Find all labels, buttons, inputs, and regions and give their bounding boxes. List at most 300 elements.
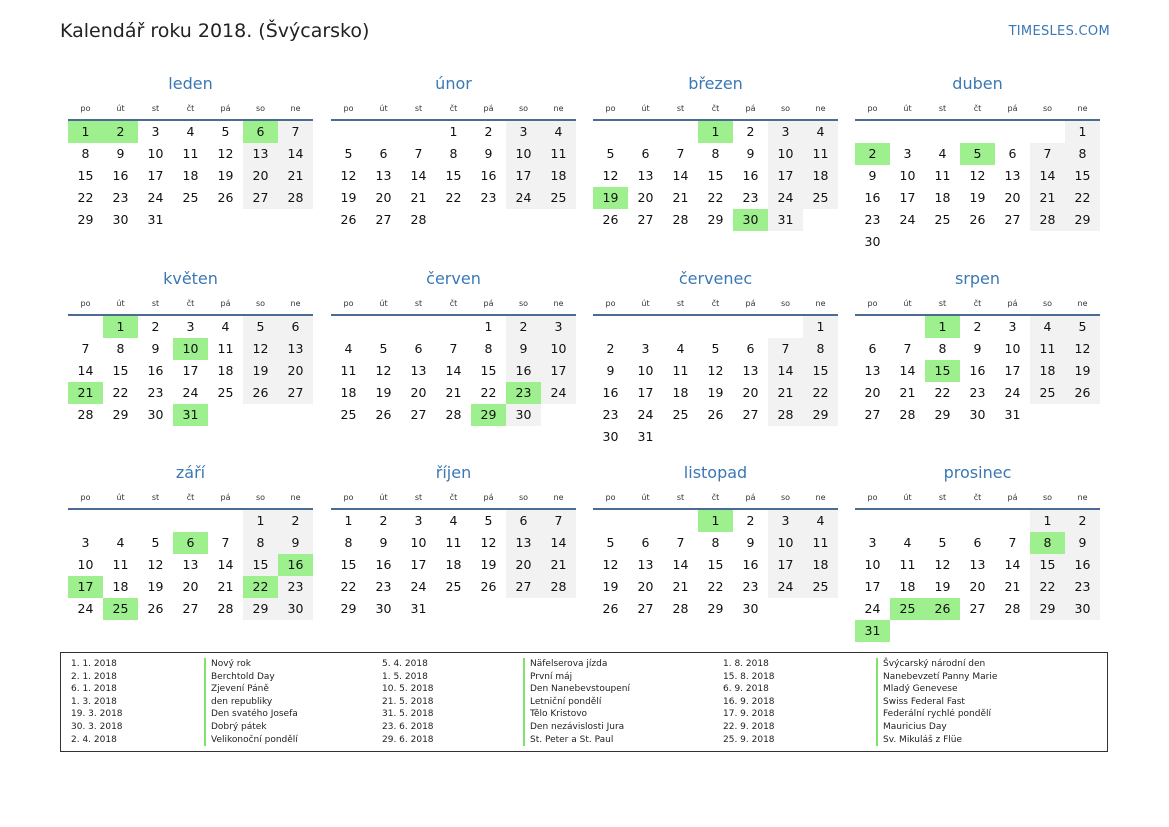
empty-cell (925, 121, 960, 143)
week-row (331, 143, 576, 165)
weekday-label: út (641, 104, 650, 113)
day-cell: 13 (742, 363, 759, 378)
week-row (68, 404, 313, 426)
day-cell: 24 (182, 385, 199, 400)
weekday-label: út (379, 299, 388, 308)
holiday-name: Velikonoční pondělí (211, 734, 298, 745)
holiday-date: 25. 9. 2018 (723, 734, 775, 745)
day-cell: 18 (112, 579, 129, 594)
day-cell: 4 (938, 146, 947, 161)
day-cell: 24 (506, 187, 541, 209)
week-row (855, 404, 1100, 426)
day-cell: 26 (480, 579, 497, 594)
day-cell: 19 (243, 360, 278, 382)
day-cell: 15 (803, 360, 838, 382)
empty-cell (733, 426, 768, 448)
month-říjen (331, 462, 576, 620)
weekday-label: ne (290, 299, 301, 308)
week-row (593, 209, 838, 231)
day-cell: 3 (151, 124, 160, 139)
day-cell: 12 (1065, 338, 1100, 360)
empty-cell (173, 209, 208, 231)
week-row (68, 209, 313, 231)
day-cell: 25 (803, 187, 838, 209)
week-row (331, 360, 576, 382)
week-row (593, 143, 838, 165)
day-cell: 30 (1065, 598, 1100, 620)
day-cell: 22 (707, 190, 724, 205)
day-cell: 12 (375, 363, 392, 378)
weekday-label: pá (745, 299, 756, 308)
empty-cell (471, 209, 506, 231)
day-cell: 5 (484, 513, 493, 528)
day-cell: 28 (1004, 601, 1021, 616)
holiday-date: 22. 9. 2018 (723, 721, 775, 732)
weekday-label: út (903, 104, 912, 113)
day-cell: 4 (449, 513, 458, 528)
day-cell: 14 (1030, 165, 1065, 187)
day-cell: 26 (243, 382, 278, 404)
day-cell: 13 (969, 557, 986, 572)
empty-cell (1030, 121, 1065, 143)
day-cell: 10 (768, 143, 803, 165)
week-row (855, 187, 1100, 209)
day-cell: 3 (903, 146, 912, 161)
day-cell: 23 (147, 385, 164, 400)
weekday-header (593, 294, 838, 316)
day-cell: 21 (217, 579, 234, 594)
week-row (855, 532, 1100, 554)
day-cell: 13 (278, 338, 313, 360)
weekday-label: pá (220, 299, 231, 308)
week-row (593, 554, 838, 576)
empty-cell (855, 121, 890, 143)
week-row (331, 510, 576, 532)
holiday-name: Den svatého Josefa (211, 709, 298, 720)
day-cell: 20 (410, 385, 427, 400)
week-row (331, 404, 576, 426)
holiday-date: 6. 1. 2018 (71, 684, 117, 695)
day-cell: 6 (868, 341, 877, 356)
day-cell: 2 (973, 319, 982, 334)
day-cell: 7 (221, 535, 230, 550)
day-cell: 28 (410, 212, 427, 227)
day-cell: 4 (344, 341, 353, 356)
week-row (68, 316, 313, 338)
day-cell: 9 (973, 341, 982, 356)
day-cell: 7 (1008, 535, 1017, 550)
day-cell: 14 (217, 557, 234, 572)
day-cell: 5 (243, 316, 278, 338)
day-cell: 3 (641, 341, 650, 356)
day-grid (68, 316, 313, 426)
holiday-day-cell: 21 (68, 382, 103, 404)
empty-cell (960, 620, 995, 642)
day-cell: 2 (606, 341, 615, 356)
empty-cell (628, 316, 663, 338)
holiday-name: Nový rok (211, 659, 251, 669)
holiday-date: 2. 4. 2018 (71, 734, 117, 745)
weekday-label: po (80, 104, 91, 113)
day-cell: 28 (77, 407, 94, 422)
holiday-name: Swiss Federal Fast (883, 696, 965, 707)
empty-cell (593, 510, 628, 532)
day-cell: 18 (217, 363, 234, 378)
day-cell: 15 (340, 557, 357, 572)
day-cell: 27 (1004, 212, 1021, 227)
holiday-date: 6. 9. 2018 (723, 684, 769, 695)
day-cell: 27 (410, 407, 427, 422)
day-cell: 14 (768, 360, 803, 382)
weekday-label: so (1042, 493, 1053, 502)
day-cell: 12 (340, 168, 357, 183)
weekday-label: st (938, 104, 947, 113)
day-cell: 29 (77, 212, 94, 227)
month-listopad (593, 462, 838, 620)
weekday-label: ne (553, 493, 564, 502)
month-únor (331, 73, 576, 231)
day-cell: 17 (506, 165, 541, 187)
empty-cell (401, 316, 436, 338)
day-cell: 16 (480, 168, 497, 183)
day-cell: 23 (742, 190, 759, 205)
day-cell: 19 (1065, 360, 1100, 382)
day-cell: 28 (768, 404, 803, 426)
weekday-label: ne (290, 104, 301, 113)
month-name: březen (688, 74, 743, 93)
month-prosinec (855, 462, 1100, 642)
week-row (593, 165, 838, 187)
day-cell: 24 (768, 187, 803, 209)
weekday-header (68, 294, 313, 316)
week-row (593, 576, 838, 598)
empty-cell (890, 510, 925, 532)
weekday-label: čt (186, 299, 195, 308)
empty-cell (366, 316, 401, 338)
day-cell: 4 (541, 121, 576, 143)
day-cell: 9 (506, 338, 541, 360)
day-cell: 1 (1065, 121, 1100, 143)
day-cell: 14 (672, 557, 689, 572)
day-cell: 18 (803, 554, 838, 576)
day-cell: 13 (637, 168, 654, 183)
weekday-label: st (676, 104, 685, 113)
weekday-header (593, 99, 838, 121)
day-cell: 18 (1030, 360, 1065, 382)
day-cell: 14 (899, 363, 916, 378)
day-cell: 27 (243, 187, 278, 209)
holiday-name: Den Nanebevstoupení (530, 684, 630, 695)
day-cell: 23 (112, 190, 129, 205)
day-cell: 29 (112, 407, 129, 422)
weekday-label: so (780, 299, 791, 308)
week-row (593, 404, 838, 426)
month-červen (331, 268, 576, 426)
empty-cell (243, 209, 278, 231)
empty-cell (995, 231, 1030, 253)
week-row (855, 338, 1100, 360)
day-cell: 27 (375, 212, 392, 227)
weekday-label: pá (483, 493, 494, 502)
day-grid (855, 316, 1100, 426)
day-cell: 27 (182, 601, 199, 616)
day-cell: 17 (768, 165, 803, 187)
day-cell: 5 (151, 535, 160, 550)
weekday-label: čt (186, 104, 195, 113)
weekday-label: út (116, 493, 125, 502)
holiday-day-cell: 23 (506, 382, 541, 404)
weekday-label: po (867, 493, 878, 502)
day-cell: 22 (803, 382, 838, 404)
day-cell: 3 (868, 535, 877, 550)
day-cell: 19 (340, 190, 357, 205)
month-name: září (175, 463, 206, 482)
day-cell: 6 (414, 341, 423, 356)
weekday-label: st (676, 299, 685, 308)
day-cell: 10 (77, 557, 94, 572)
day-cell: 4 (116, 535, 125, 550)
holiday-name: Näfelserova jízda (530, 659, 608, 669)
day-cell: 8 (711, 535, 720, 550)
weekday-label: po (80, 299, 91, 308)
week-row (331, 209, 576, 231)
weekday-label: ne (815, 493, 826, 502)
week-row (68, 510, 313, 532)
empty-cell (768, 316, 803, 338)
day-cell: 2 (484, 124, 493, 139)
day-cell: 14 (672, 168, 689, 183)
day-cell: 3 (768, 121, 803, 143)
day-cell: 21 (410, 190, 427, 205)
day-cell: 28 (217, 601, 234, 616)
holiday-day-cell: 19 (593, 187, 628, 209)
holiday-date: 19. 3. 2018 (71, 709, 123, 720)
week-row (855, 165, 1100, 187)
weekday-label: út (116, 299, 125, 308)
day-cell: 12 (480, 535, 497, 550)
day-cell: 10 (147, 146, 164, 161)
day-cell: 13 (182, 557, 199, 572)
week-row (855, 316, 1100, 338)
day-cell: 4 (803, 510, 838, 532)
weekday-label: so (255, 299, 266, 308)
day-cell: 23 (480, 190, 497, 205)
week-row (593, 338, 838, 360)
holiday-day-cell: 1 (103, 316, 138, 338)
empty-cell (278, 209, 313, 231)
day-cell: 2 (746, 124, 755, 139)
week-row (855, 143, 1100, 165)
holiday-name-column (876, 658, 997, 746)
day-cell: 18 (445, 557, 462, 572)
day-cell: 15 (112, 363, 129, 378)
holiday-day-cell: 17 (68, 576, 103, 598)
week-row (68, 576, 313, 598)
week-row (331, 187, 576, 209)
day-cell: 4 (903, 535, 912, 550)
day-cell: 2 (746, 513, 755, 528)
day-cell: 8 (938, 341, 947, 356)
holiday-name: Sv. Mikuláš z Flüe (883, 734, 963, 745)
holiday-name-column (523, 658, 630, 746)
day-cell: 25 (541, 187, 576, 209)
holiday-name: Mladý Genevese (883, 684, 958, 695)
day-cell: 25 (445, 579, 462, 594)
day-cell: 17 (410, 557, 427, 572)
month-name: říjen (435, 463, 472, 482)
day-cell: 5 (221, 124, 230, 139)
holiday-date: 2. 1. 2018 (71, 671, 117, 682)
day-cell: 28 (672, 212, 689, 227)
day-cell: 22 (112, 385, 129, 400)
day-cell: 19 (480, 557, 497, 572)
day-cell: 1 (484, 319, 493, 334)
day-cell: 21 (445, 385, 462, 400)
day-cell: 20 (1004, 190, 1021, 205)
empty-cell (436, 209, 471, 231)
day-cell: 14 (1004, 557, 1021, 572)
day-cell: 9 (868, 168, 877, 183)
day-cell: 28 (278, 187, 313, 209)
day-cell: 13 (243, 143, 278, 165)
weekday-label: so (780, 493, 791, 502)
day-cell: 22 (340, 579, 357, 594)
week-row (68, 338, 313, 360)
weekday-label: čt (711, 104, 720, 113)
day-cell: 1 (243, 510, 278, 532)
empty-cell (995, 510, 1030, 532)
month-name: únor (435, 74, 472, 93)
weekday-label: út (641, 299, 650, 308)
week-row (593, 598, 838, 620)
weekday-label: pá (1007, 299, 1018, 308)
day-cell: 23 (864, 212, 881, 227)
holiday-name: Letniční pondělí (530, 696, 602, 707)
holiday-day-cell: 31 (855, 620, 890, 642)
day-cell: 1 (1030, 510, 1065, 532)
holiday-date-column (71, 658, 123, 746)
empty-cell (925, 510, 960, 532)
day-cell: 23 (278, 576, 313, 598)
day-cell: 28 (445, 407, 462, 422)
day-cell: 30 (969, 407, 986, 422)
empty-cell (960, 510, 995, 532)
empty-cell (471, 598, 506, 620)
day-grid (593, 316, 838, 448)
empty-cell (593, 121, 628, 143)
day-cell: 20 (182, 579, 199, 594)
day-cell: 16 (506, 360, 541, 382)
holiday-day-cell: 8 (1030, 532, 1065, 554)
weekday-label: so (255, 493, 266, 502)
holiday-name: Zjevení Páně (211, 684, 269, 695)
day-cell: 10 (637, 363, 654, 378)
weekday-label: po (80, 493, 91, 502)
day-cell: 5 (1065, 316, 1100, 338)
day-cell: 27 (637, 601, 654, 616)
day-grid (855, 121, 1100, 253)
weekday-label: st (151, 493, 160, 502)
day-cell: 16 (742, 557, 759, 572)
day-cell: 7 (676, 146, 685, 161)
day-cell: 12 (602, 557, 619, 572)
day-cell: 8 (1065, 143, 1100, 165)
day-cell: 8 (243, 532, 278, 554)
day-cell: 15 (707, 168, 724, 183)
day-cell: 7 (768, 338, 803, 360)
empty-cell (436, 598, 471, 620)
day-cell: 12 (217, 146, 234, 161)
weekday-label: po (605, 299, 616, 308)
day-cell: 9 (278, 532, 313, 554)
holiday-name: Tělo Kristovo (530, 709, 588, 720)
day-cell: 22 (934, 385, 951, 400)
month-leden (68, 73, 313, 231)
day-cell: 31 (1004, 407, 1021, 422)
day-cell: 21 (1030, 187, 1065, 209)
empty-cell (698, 316, 733, 338)
day-cell: 8 (803, 338, 838, 360)
holiday-list (60, 652, 1108, 752)
weekday-label: po (343, 493, 354, 502)
day-cell: 16 (864, 190, 881, 205)
empty-cell (925, 231, 960, 253)
week-row (331, 316, 576, 338)
day-cell: 19 (934, 579, 951, 594)
day-cell: 10 (864, 557, 881, 572)
site-link[interactable]: TIMESLES.COM (1008, 24, 1110, 39)
weekday-label: ne (290, 493, 301, 502)
day-cell: 17 (541, 360, 576, 382)
week-row (855, 554, 1100, 576)
day-cell: 30 (742, 601, 759, 616)
holiday-date: 15. 8. 2018 (723, 671, 775, 682)
day-cell: 10 (541, 338, 576, 360)
day-cell: 16 (602, 385, 619, 400)
holiday-date-column (382, 658, 434, 746)
holiday-day-cell: 1 (698, 121, 733, 143)
week-row (855, 209, 1100, 231)
day-cell: 14 (445, 363, 462, 378)
day-cell: 7 (676, 535, 685, 550)
day-cell: 17 (768, 554, 803, 576)
day-cell: 1 (344, 513, 353, 528)
month-červenec (593, 268, 838, 448)
empty-cell (331, 316, 366, 338)
month-name: srpen (954, 269, 1001, 288)
weekday-label: ne (553, 299, 564, 308)
day-cell: 31 (147, 212, 164, 227)
day-cell: 22 (77, 190, 94, 205)
day-cell: 29 (1065, 209, 1100, 231)
weekday-label: so (1042, 299, 1053, 308)
empty-cell (541, 209, 576, 231)
empty-cell (960, 121, 995, 143)
holiday-name: Berchtold Day (211, 671, 275, 682)
day-cell: 25 (803, 576, 838, 598)
weekday-label: so (255, 104, 266, 113)
weekday-label: pá (483, 104, 494, 113)
weekday-label: ne (1077, 493, 1088, 502)
day-cell: 17 (182, 363, 199, 378)
day-cell: 11 (182, 146, 199, 161)
empty-cell (1065, 404, 1100, 426)
day-cell: 2 (506, 316, 541, 338)
day-cell: 26 (707, 407, 724, 422)
day-cell: 19 (707, 385, 724, 400)
holiday-date: 1. 1. 2018 (71, 659, 117, 669)
day-cell: 23 (969, 385, 986, 400)
